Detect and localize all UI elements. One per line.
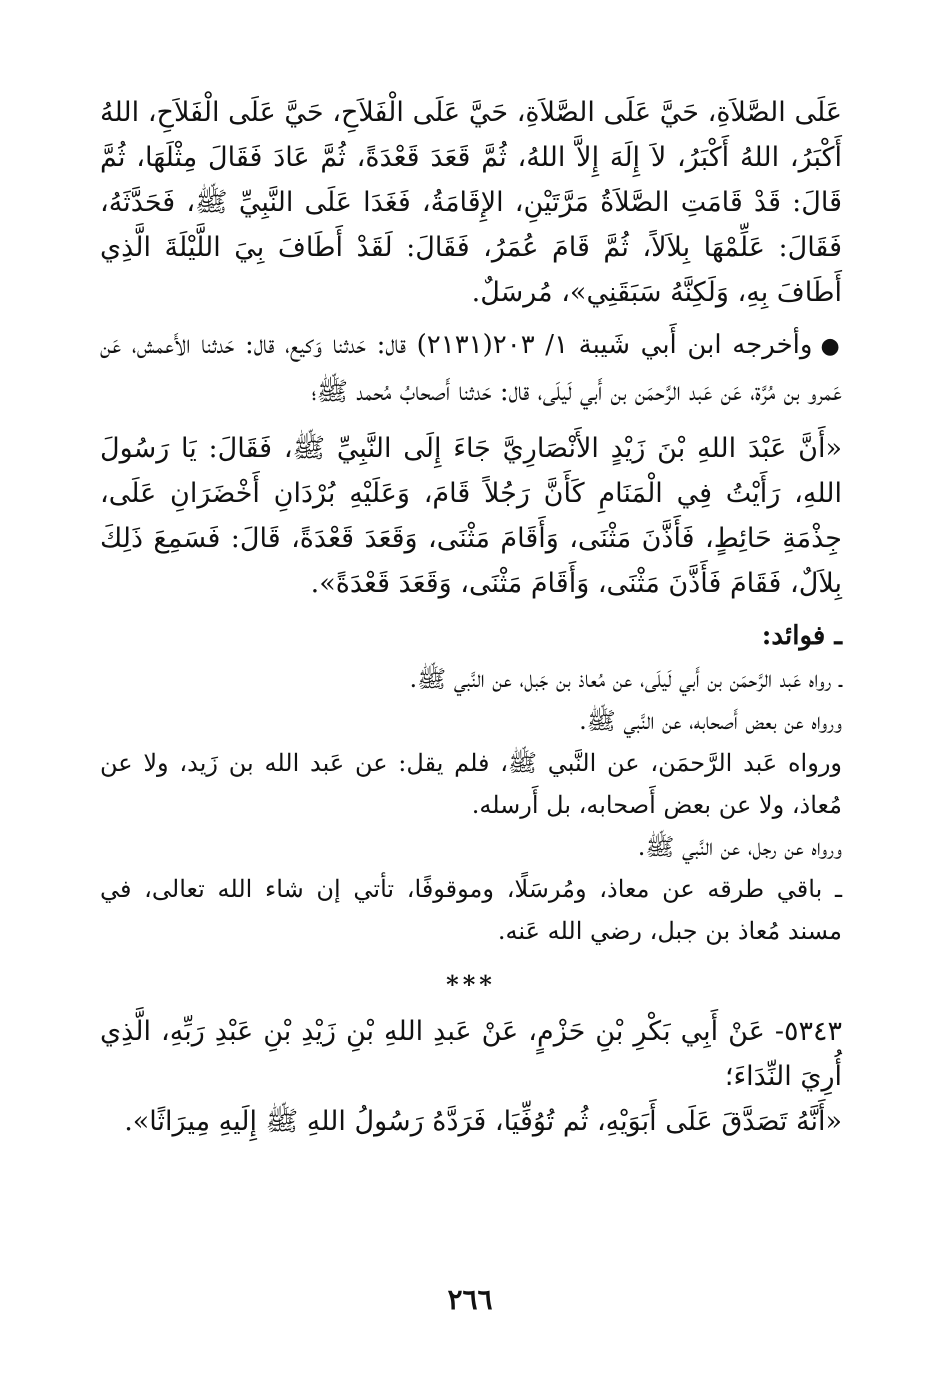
ibn-abi-shaybah-text: وأخرجه ابن أَبي شَيبة ١/ ٢٠٣(٢١٣١) قال: حَدثنا وَكيع، قال: حَدثنا الأَعمش، عَن عَمرو بن مُرَّة، عَن عَبد الرَّحمَن بن أَبي لَيلَى، قال: حَدثنا أَصحابُ مُحمد ﷺ؛ [100,330,842,407]
page-body [100,90,842,1144]
hadith-chain-text: عَنْ أَبِي بَكْرِ بْنِ حَزْمٍ، عَنْ عَبدِ اللهِ بْنِ زَيْدِ بْنِ عَبْدِ رَبِّهِ، الَّذِي أُرِيَ النِّدَاءَ؛ [100,1016,842,1092]
hadith-quote-paragraph: «أَنَّ عَبْدَ اللهِ بْنَ زَيْدٍ الأَنْصَارِيَّ جَاءَ إِلَى النَّبِيِّ ﷺ، فَقَالَ: يَا رَسُولَ اللهِ، رَأَيْتُ فِي الْمَنَامِ كَأَنَّ رَجُلاً قَامَ، وَعَلَيْهِ بُرْدَانِ أَخْضَرَانِ عَلَى، جِذْمَةِ حَائِطٍ، فَأَذَّنَ مَثْنَى، وَأَقَامَ مَثْنَى، وَقَعَدَ قَعْدَةً، قَالَ: فَسَمِعَ ذَلِكَ بِلاَلٌ، فَقَامَ فَأَذَّنَ مَثْنَى، وَأَقَامَ مَثْنَى، وَقَعَدَ قَعْدَةً». [100,433,842,599]
hadith-5343-chain: ٥٣٤٣- عَنْ أَبِي بَكْرِ بْنِ حَزْمٍ، عَنْ عَبدِ اللهِ بْنِ زَيْدِ بْنِ عَبْدِ رَبِّهِ، الَّذِي أُرِيَ النِّدَاءَ؛ [100,1016,842,1092]
fawaid-note: ـ باقي طرقه عن معاذ، ومُرسَلًا، وموقوفًا، تأتي إن شاء الله تعالى، في مسند مُعاذ بن جبل، رضي الله عَنه. [100,875,842,945]
hadith-5343-text: «أَنَّهُ تَصَدَّقَ عَلَى أَبَوَيْهِ، ثُم تُوُفِّيَا، فَرَدَّهُ رَسُولُ اللهِ ﷺ إِلَيهِ مِيرَاثًا». [124,1106,842,1137]
fawaid-note: ورواه عن بعض أَصحابه، عن النَّبي ﷺ. [579,707,842,735]
fawaid-note: ـ رواه عَبد الرَّحمَن بن أَبي لَيلَى، عن مُعاذ بن جَبل، عن النَّبي ﷺ. [409,665,842,693]
continuation-paragraph: عَلَى الصَّلاَةِ، حَيَّ عَلَى الصَّلاَةِ، حَيَّ عَلَى الْفَلاَحِ، حَيَّ عَلَى الْفَلاَحِ، اللهُ أَكْبَرُ، اللهُ أَكْبَرُ، لاَ إِلَهَ إِلاَّ اللهُ، ثُمَّ قَعَدَ قَعْدَةً، ثُمَّ عَادَ فَقَالَ مِثْلَهَا، ثُمَّ قَالَ: قَدْ قَامَتِ الصَّلاَةُ مَرَّتَيْنِ، الإِقَامَةُ، فَغَدَا عَلَى النَّبِيِّ ﷺ، فَحَدَّثَهُ، فَقَالَ: عَلِّمْهَا بِلاَلاً، ثُمَّ قَامَ عُمَرُ، فَقَالَ: لَقَدْ أَطَافَ بِيَ اللَّيْلَةَ الَّذِي أَطَافَ بِهِ، وَلَكِنَّهُ سَبَقَنِي»، مُرسَلٌ. [100,97,842,308]
fawaid-note: ورواه عَبد الرَّحمَن، عن النَّبي ﷺ، فلم يقل: عن عَبد الله بن زَيد، ولا عن مُعاذ، ولا عن بعض أَصحابه، بل أَرسله. [100,749,842,819]
hadith-number: ٥٣٤٣ [783,1016,842,1047]
ibn-abi-shaybah-paragraph [100,323,842,414]
section-separator: *** [446,970,496,999]
fawaid-note: ورواه عن رجل، عن النَّبي ﷺ. [637,833,842,861]
fawaid-heading: ـ فوائد: [761,621,842,651]
page-number: ٢٦٦ [447,1283,493,1316]
bullet-icon: ● [820,334,842,359]
